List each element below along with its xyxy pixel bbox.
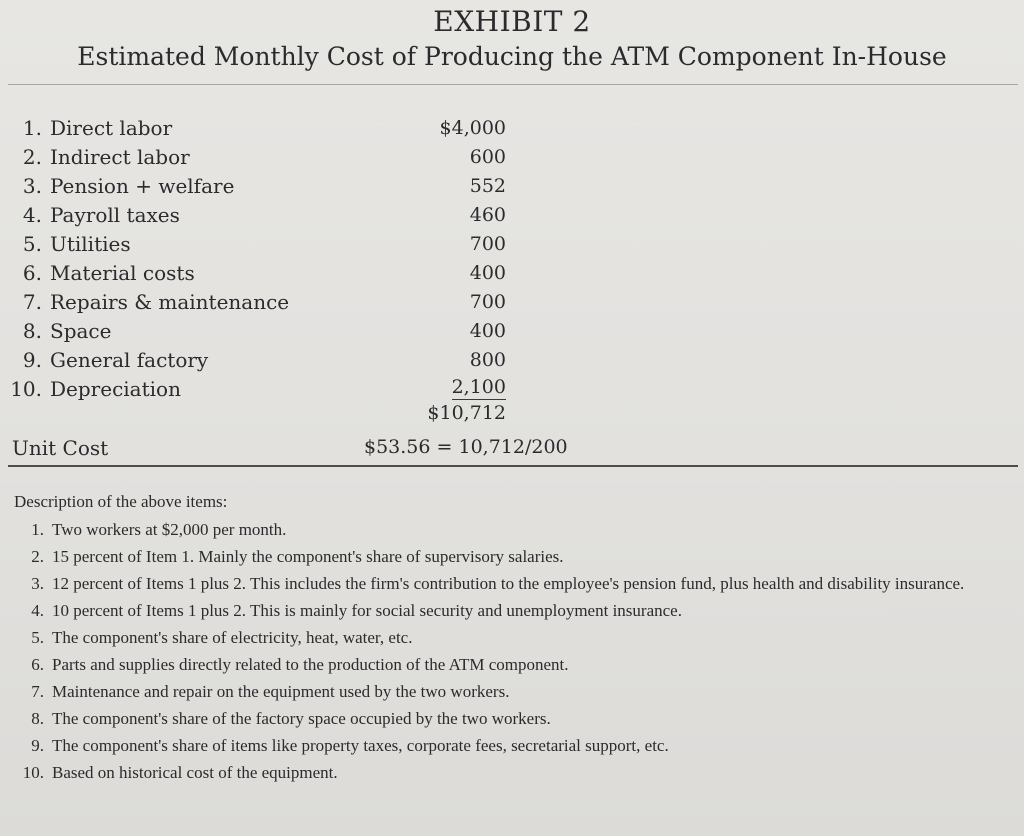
description-list	[14, 518, 1004, 788]
cost-row	[10, 375, 610, 404]
cost-row-label: Payroll taxes	[50, 203, 180, 227]
cost-row-label: Indirect labor	[50, 145, 190, 169]
cost-row-number: 5.	[22, 232, 42, 256]
unit-cost-label: Unit Cost	[12, 436, 109, 460]
exhibit-title: EXHIBIT 2	[433, 5, 591, 38]
description-number: 6.	[31, 655, 44, 674]
cost-row	[10, 201, 610, 230]
description-number: 7.	[31, 682, 44, 701]
section-divider	[8, 465, 1018, 467]
unit-cost-value: $53.56 = 10,712/200	[364, 436, 568, 458]
description-item	[14, 653, 1004, 676]
total-amount: $10,712	[427, 402, 506, 424]
description-text: Two workers at $2,000 per month.	[52, 520, 287, 539]
description-number: 2.	[31, 547, 44, 566]
cost-row-number: 9.	[22, 348, 42, 372]
description-text: The component's share of electricity, heat, water, etc.	[52, 628, 413, 647]
description-item	[14, 572, 1004, 595]
cost-row-number: 1.	[22, 116, 42, 140]
cost-row-label: Utilities	[50, 232, 131, 256]
cost-row-amount: 700	[469, 291, 506, 313]
cost-row-label: Space	[50, 319, 112, 343]
cost-row	[10, 143, 610, 172]
description-item	[14, 707, 1004, 730]
description-text: Based on historical cost of the equipment.	[52, 763, 338, 782]
cost-row	[10, 346, 610, 375]
cost-row-label: Direct labor	[50, 116, 173, 140]
cost-row-amount: $4,000	[439, 117, 506, 139]
cost-items-table	[10, 114, 610, 404]
description-item	[14, 734, 1004, 757]
cost-row	[10, 259, 610, 288]
cost-row-amount: 552	[469, 175, 506, 197]
cost-row	[10, 172, 610, 201]
cost-row-number: 10.	[10, 377, 42, 401]
cost-row-amount: 600	[469, 146, 506, 168]
cost-row-label: Material costs	[50, 261, 195, 285]
cost-row-number: 4.	[22, 203, 42, 227]
description-number: 1.	[31, 520, 44, 539]
cost-row-amount: 800	[469, 349, 506, 371]
cost-row-amount: 460	[469, 204, 506, 226]
description-item	[14, 518, 1004, 541]
cost-row-number: 6.	[22, 261, 42, 285]
description-heading: Description of the above items:	[14, 492, 228, 511]
cost-row	[10, 317, 610, 346]
description-number: 4.	[31, 601, 44, 620]
cost-row-label: General factory	[50, 348, 209, 372]
cost-row-number: 2.	[22, 145, 42, 169]
description-number: 9.	[31, 736, 44, 755]
description-number: 8.	[31, 709, 44, 728]
cost-row-label: Repairs & maintenance	[50, 290, 290, 314]
cost-row-amount: 400	[469, 320, 506, 342]
description-item	[14, 761, 1004, 784]
cost-row	[10, 230, 610, 259]
description-text: 12 percent of Items 1 plus 2. This includes the firm's contribution to the employee's pension fund, plus health and disability insurance.	[52, 574, 965, 593]
cost-row-amount: 2,100	[451, 376, 506, 398]
description-item	[14, 545, 1004, 568]
description-text: The component's share of items like property taxes, corporate fees, secretarial support, etc.	[52, 736, 669, 755]
cost-row-amount: 700	[469, 233, 506, 255]
description-item	[14, 599, 1004, 622]
cost-row-label: Pension + welfare	[50, 174, 235, 198]
cost-row-amount: 400	[469, 262, 506, 284]
top-divider	[8, 84, 1018, 85]
description-text: Maintenance and repair on the equipment used by the two workers.	[52, 682, 510, 701]
description-number: 5.	[31, 628, 44, 647]
description-text: 10 percent of Items 1 plus 2. This is mainly for social security and unemployment insurance.	[52, 601, 682, 620]
description-item	[14, 626, 1004, 649]
description-number: 10.	[22, 763, 44, 782]
cost-row-number: 8.	[22, 319, 42, 343]
description-number: 3.	[31, 574, 44, 593]
cost-row	[10, 114, 610, 143]
description-text: 15 percent of Item 1. Mainly the component's share of supervisory salaries.	[52, 547, 564, 566]
description-text: The component's share of the factory space occupied by the two workers.	[52, 709, 551, 728]
exhibit-subtitle: Estimated Monthly Cost of Producing the ATM Component In-House	[77, 42, 947, 71]
description-text: Parts and supplies directly related to the production of the ATM component.	[52, 655, 569, 674]
description-item	[14, 680, 1004, 703]
cost-row-number: 3.	[22, 174, 42, 198]
cost-row-number: 7.	[22, 290, 42, 314]
cost-row	[10, 288, 610, 317]
cost-row-label: Depreciation	[50, 377, 181, 401]
